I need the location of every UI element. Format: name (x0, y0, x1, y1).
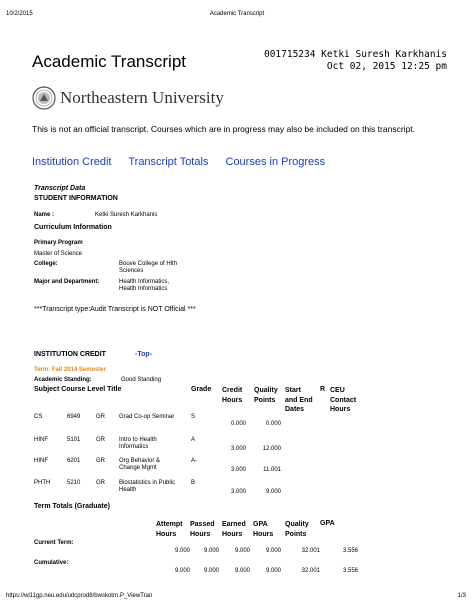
totals-attempt: 9.000 (174, 568, 190, 574)
name-label: Name : (34, 212, 55, 218)
totals-gpa-hours: 9.000 (265, 548, 281, 554)
course-grade: B (191, 480, 196, 486)
course-level: GR (96, 437, 105, 443)
footer-url: https://wl11gp.neu.edu/udcprod8/bwskotrn.P_ViewTran (6, 593, 153, 599)
col-header-credit-hours: Credit Hours (222, 387, 243, 404)
university-logo (32, 86, 224, 110)
totals-gpa-hours: 9.000 (265, 568, 281, 574)
totals-row-label: Cumulative: (34, 560, 69, 566)
course-level: GR (96, 480, 105, 486)
course-subject: HINF (34, 437, 48, 443)
course-level: GR (96, 458, 105, 464)
course-number: 6201 (67, 458, 81, 464)
totals-attempt: 9.000 (174, 548, 190, 554)
course-credit-hours: 0.000 (230, 421, 246, 427)
totals-points: 32.001 (301, 568, 320, 574)
name-value: Ketki Suresh Karkhanis (95, 212, 158, 218)
primary-program-label: Primary Program (34, 240, 83, 246)
totals-gpa: 3.556 (342, 568, 358, 574)
totals-header-gpa: GPA (320, 520, 335, 527)
course-title-line2: Informatics (119, 444, 149, 450)
curriculum-heading: Curriculum Information (34, 224, 112, 231)
course-subject: CS (34, 414, 43, 420)
course-quality-points: 12.000 (262, 446, 281, 452)
academic-standing-value: Good Standing (121, 377, 162, 383)
totals-row-label: Current Term: (34, 540, 74, 546)
course-level: GR (96, 414, 105, 420)
col-header-r: R (320, 386, 326, 393)
course-title-line2: Change Mgmt (119, 465, 157, 471)
footer-page-number: 1/3 (457, 593, 466, 599)
college-label: College: (34, 261, 58, 267)
unofficial-notice: This is not an official transcript. Courses which are in progress may also be included on this transcript. (32, 124, 415, 134)
course-title-line1: Biostatistics in Public (119, 480, 176, 486)
course-quality-points: 0.000 (265, 421, 281, 427)
course-subject: HINF (34, 458, 48, 464)
col-header-subject-course-level-title: Subject Course Level Title (34, 386, 122, 393)
totals-passed: 9.000 (203, 568, 219, 574)
course-number: 5210 (67, 480, 81, 486)
institution-credit-heading: INSTITUTION CREDIT (34, 351, 106, 358)
page-title: Academic Transcript (32, 52, 186, 71)
course-quality-points: 11.001 (263, 467, 281, 473)
col-header-start-end-dates: Start and End Dates (285, 387, 313, 413)
totals-earned: 9.000 (234, 568, 250, 574)
primary-program-value: Master of Science (34, 251, 83, 257)
transcript-data-label: Transcript Data (34, 185, 86, 192)
course-title-line1: Intro to Health (119, 437, 157, 443)
major-value-1: Health Informatics, (119, 279, 170, 285)
college-value-2: Sciences (119, 268, 144, 274)
totals-passed: 9.000 (203, 548, 219, 554)
student-info-heading: STUDENT INFORMATION (34, 195, 118, 202)
course-number: 6949 (67, 414, 81, 420)
major-label: Major and Department: (34, 279, 100, 285)
link-institution-credit[interactable]: Institution Credit (32, 156, 112, 168)
course-credit-hours: 3.000 (230, 467, 246, 473)
totals-header-gpa-hours: GPA Hours (253, 521, 274, 538)
course-grade: A (191, 437, 196, 443)
course-title-line1: Org Behavior & (119, 458, 161, 464)
course-subject: PHTH (34, 480, 51, 486)
print-date: 10/2/2015 (6, 11, 33, 17)
transcript-type: ***Transcript type:Audit Transcript is NOT Official *** (34, 306, 196, 313)
col-header-quality-points: Quality Points (254, 387, 278, 404)
totals-header-quality-points: Quality Points (285, 521, 309, 538)
link-transcript-totals[interactable]: Transcript Totals (128, 156, 209, 168)
course-title-line1: Grad Co-op Seminar (119, 414, 175, 420)
academic-standing-label: Academic Standing: (34, 377, 92, 383)
term-totals-heading: Term Totals (Graduate) (34, 503, 110, 510)
print-page-title: Academic Transcript (209, 11, 265, 17)
section-links (32, 156, 339, 168)
major-value-2: Health Informatics (119, 286, 168, 292)
course-grade: S (191, 414, 196, 420)
col-header-ceu-contact-hours: CEU Contact Hours (330, 387, 357, 413)
university-name: Northeastern University (60, 88, 224, 107)
college-value-1: Bouve College of Hlth (119, 261, 178, 267)
totals-gpa: 3.556 (342, 548, 358, 554)
totals-header-earned: Earned Hours (222, 521, 246, 538)
col-header-grade: Grade (191, 386, 212, 393)
course-credit-hours: 3.000 (230, 446, 246, 452)
term-label: Term: Fall 2014 Semester (34, 367, 106, 373)
course-quality-points: 9.000 (265, 489, 281, 495)
top-link[interactable]: -Top- (135, 351, 152, 358)
student-id-name: 001715234 Ketki Suresh Karkhanis (263, 49, 447, 60)
link-courses-in-progress[interactable]: Courses in Progress (225, 156, 326, 168)
university-seal-icon (32, 86, 56, 110)
course-grade: A- (191, 458, 197, 464)
course-credit-hours: 3.000 (230, 489, 246, 495)
totals-earned: 9.000 (234, 548, 250, 554)
course-number: 5101 (67, 437, 81, 443)
course-title-line2: Health (119, 487, 137, 493)
totals-header-passed: Passed Hours (190, 521, 215, 538)
totals-header-attempt: Attempt Hours (156, 521, 183, 538)
totals-points: 32.001 (301, 548, 320, 554)
student-id-block (264, 49, 447, 73)
generated-timestamp: Oct 02, 2015 12:25 pm (326, 61, 447, 72)
